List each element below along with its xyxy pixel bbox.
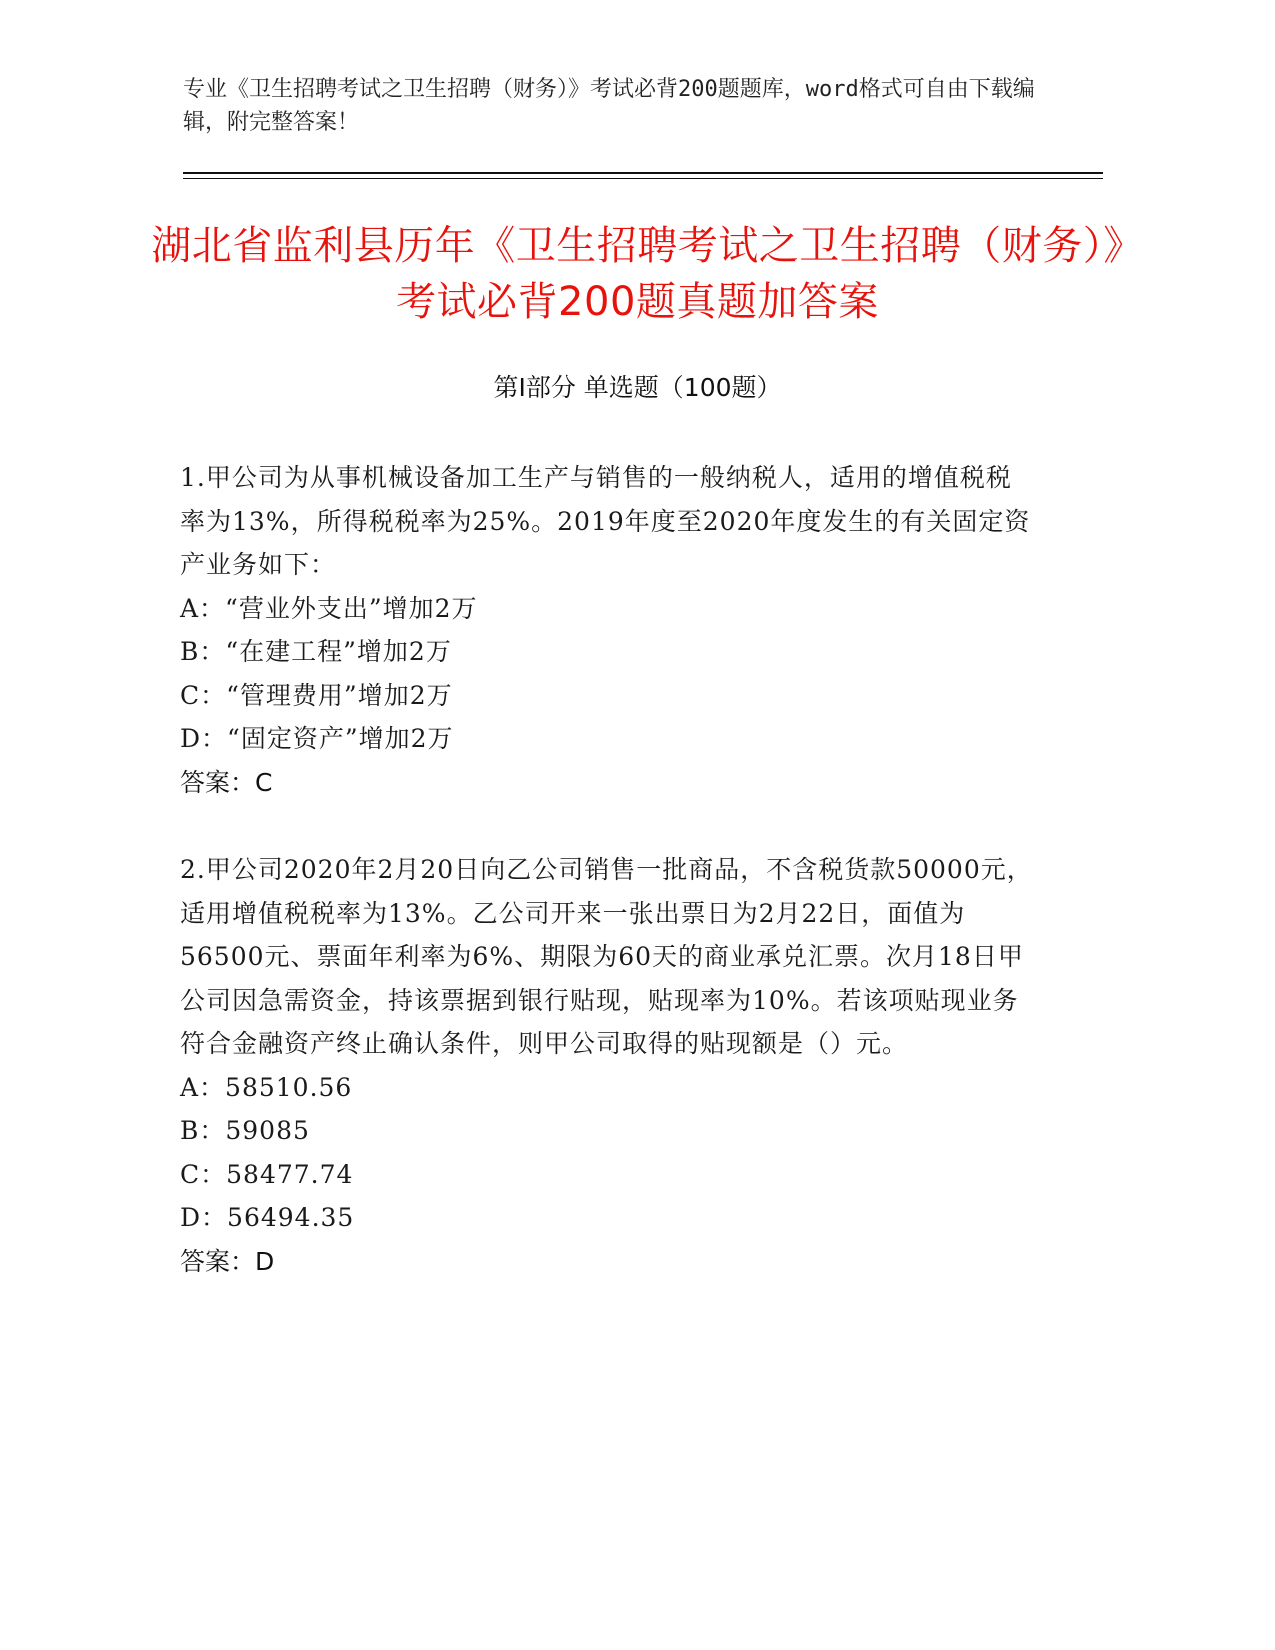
question-stem: 2.甲公司2020年2月20日向乙公司销售一批商品，不含税货款50000元，适用增值税税率为13%。乙公司开来一张出票日为2月22日，面值为56500元、票面年利率为6%、期限为60天的商业承兑汇票。次月18日甲公司因急需资金，持该票据到银行贴现，贴现率为10%。若该项贴现业务符合金融资产终止确认条件，则甲公司取得的贴现额是（）元。 — [180, 855, 1033, 1058]
option-d: D：“固定资产”增加2万 — [180, 724, 454, 753]
option-a: A：58510.56 — [180, 1072, 353, 1102]
option-c: C：58477.74 — [180, 1159, 354, 1189]
option-b: B：59085 — [180, 1116, 310, 1145]
header-divider-thick — [183, 172, 1103, 174]
section-title: 第I部分 单选题（100题） — [493, 373, 782, 402]
document-title: 湖北省监利县历年《卫生招聘考试之卫生招聘（财务）》考试必背200题真题加答案 — [151, 223, 1124, 325]
header-divider-thin — [183, 178, 1103, 179]
question-2 — [180, 848, 1035, 1283]
question-stem: 1.甲公司为从事机械设备加工生产与销售的一般纳税人，适用的增值税税率为13%，所得税税率为25%。2019年度至2020年度发生的有关固定资产业务如下： — [180, 463, 1031, 579]
option-d: D：56494.35 — [180, 1203, 355, 1232]
option-c: C：“管理费用”增加2万 — [180, 680, 453, 710]
option-a: A：“营业外支出”增加2万 — [180, 593, 478, 623]
question-1 — [180, 456, 1035, 804]
header-note: 专业《卫生招聘考试之卫生招聘（财务）》考试必背200题题库，word格式可自由下载编辑，附完整答案！ — [183, 77, 1035, 135]
answer-line: 答案：D — [180, 1246, 275, 1276]
answer-line: 答案：C — [180, 767, 273, 797]
option-b: B：“在建工程”增加2万 — [180, 637, 452, 666]
